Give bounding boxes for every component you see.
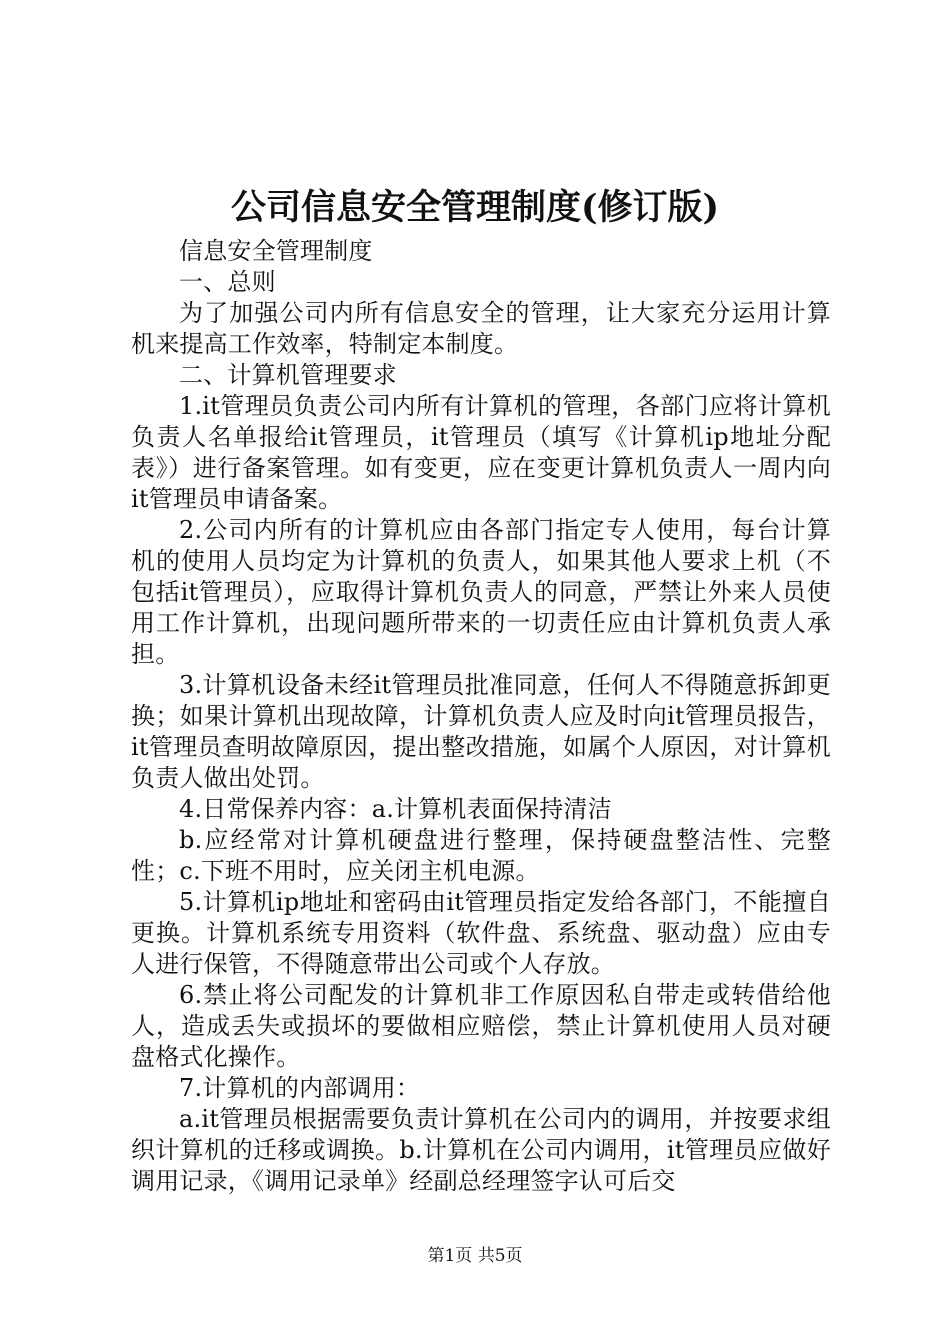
paragraph: b.应经常对计算机硬盘进行整理，保持硬盘整洁性、完整性；c.下班不用时，应关闭主机电源。 [131,826,831,885]
paragraph: 1.it管理员负责公司内所有计算机的管理，各部门应将计算机负责人名单报给it管理员，it管理员（填写《计算机ip地址分配表》）进行备案管理。如有变更，应在变更计算机负责人一周内向it管理员申请备案。 [131,392,831,513]
paragraph: 2.公司内所有的计算机应由各部门指定专人使用，每台计算机的使用人员均定为计算机的负责人，如果其他人要求上机（不包括it管理员），应取得计算机负责人的同意，严禁让外来人员使用工作计算机，出现问题所带来的一切责任应由计算机负责人承担。 [131,516,831,668]
paragraph: 为了加强公司内所有信息安全的管理，让大家充分运用计算机来提高工作效率，特制定本制度。 [131,299,831,358]
paragraph: 4.日常保养内容：a.计算机表面保持清洁 [179,795,612,823]
paragraph: 一、总则 [179,268,276,296]
paragraph: 6.禁止将公司配发的计算机非工作原因私自带走或转借给他人，造成丢失或损坏的要做相应赔偿，禁止计算机使用人员对硬盘格式化操作。 [131,981,831,1071]
paragraph: 信息安全管理制度 [179,237,373,265]
paragraph: 3.计算机设备未经it管理员批准同意，任何人不得随意拆卸更换；如果计算机出现故障，计算机负责人应及时向it管理员报告，it管理员查明故障原因，提出整改措施，如属个人原因，对计算机负责人做出处罚。 [131,671,831,792]
paragraph: a.it管理员根据需要负责计算机在公司内的调用，并按要求组织计算机的迁移或调换。b.计算机在公司内调用，it管理员应做好调用记录，《调用记录单》经副总经理签字认可后交 [131,1105,831,1195]
paragraph: 7.计算机的内部调用： [179,1074,421,1102]
document-body [131,236,831,1197]
paragraph: 二、计算机管理要求 [179,361,397,389]
document-title: 公司信息安全管理制度(修订版) [230,187,720,228]
page-number-footer: 第1页 共5页 [427,1246,523,1266]
paragraph: 5.计算机ip地址和密码由it管理员指定发给各部门，不能擅自更换。计算机系统专用资料（软件盘、系统盘、驱动盘）应由专人进行保管，不得随意带出公司或个人存放。 [131,888,831,978]
